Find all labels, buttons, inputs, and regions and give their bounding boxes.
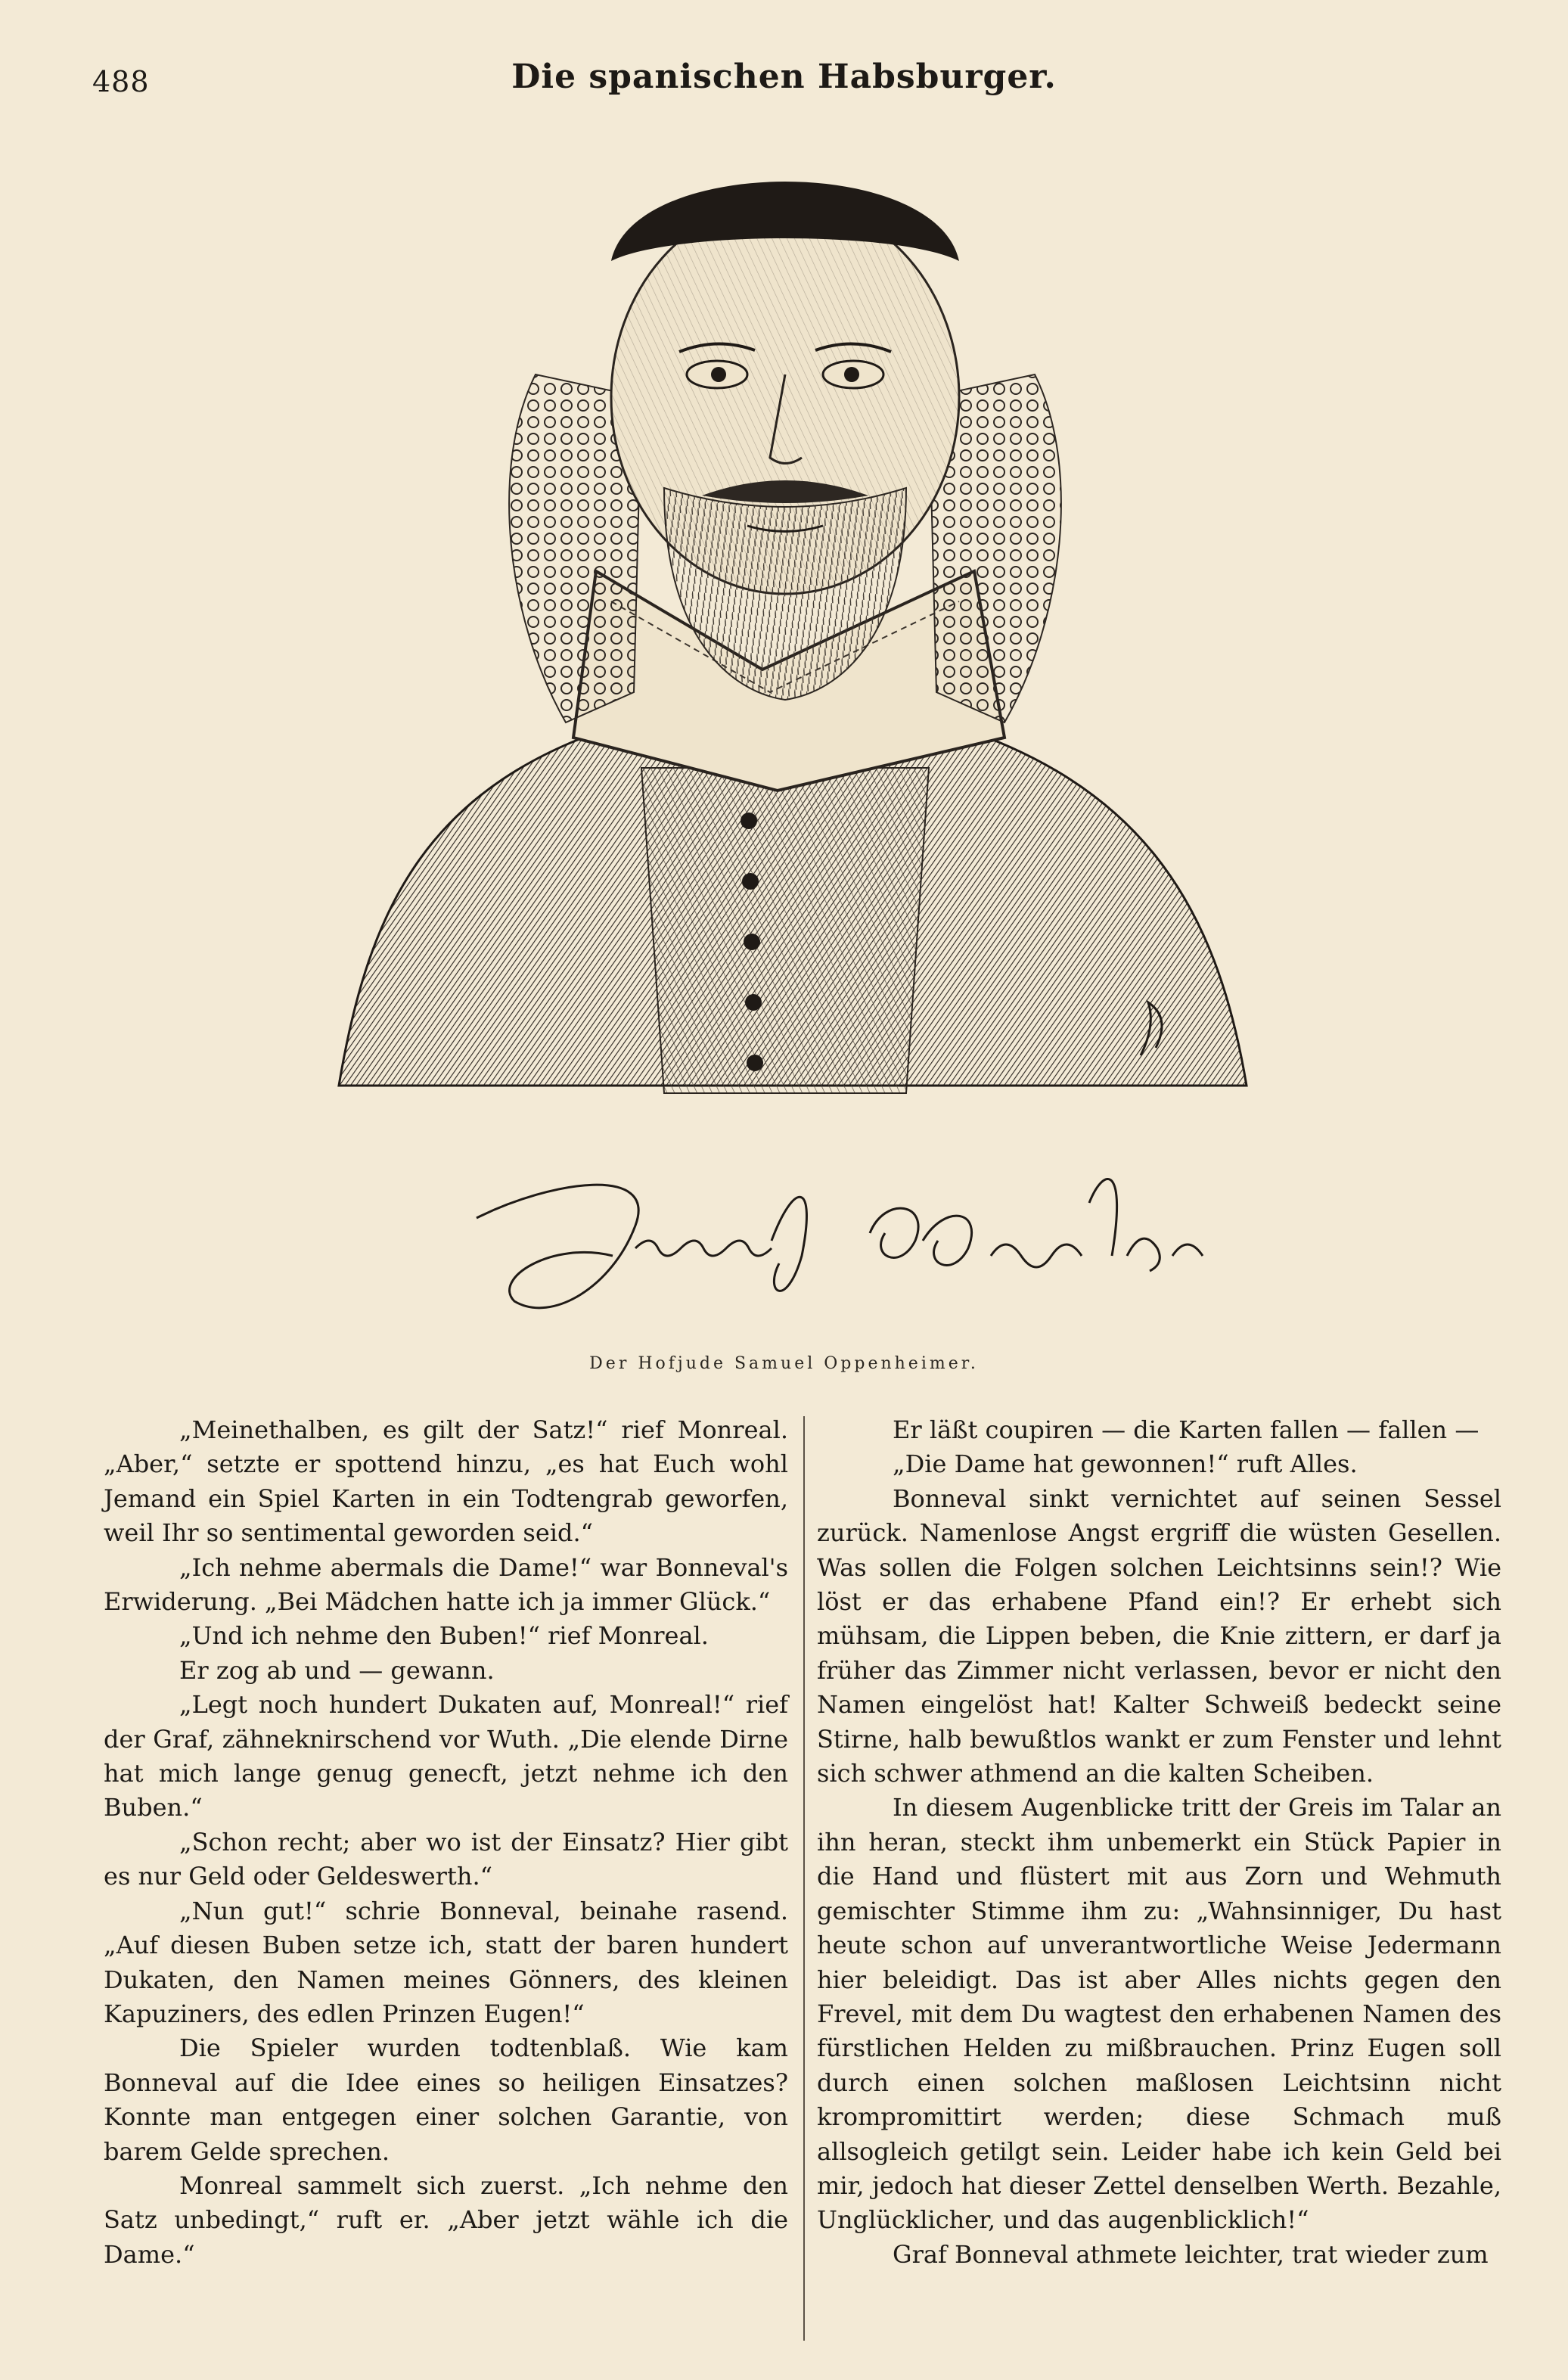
- paragraph: Monreal sammelt sich zuerst. „Ich nehme den Satz unbedingt,“ ruft er. „Aber jetzt wähle ich die Dame.“: [104, 2170, 788, 2269]
- right-column: [817, 1413, 1501, 2272]
- running-head: Die spanischen Habsburger.: [511, 57, 1057, 96]
- paragraph: Graf Bonneval athmete leichter, trat wieder zum: [893, 2239, 1489, 2269]
- page-number: 488: [92, 65, 150, 98]
- paragraph: „Schon recht; aber wo ist der Einsatz? Hier gibt es nur Geld oder Geldeswerth.“: [104, 1827, 788, 1891]
- paragraph: In diesem Augenblicke tritt der Greis im Talar an ihn heran, steckt ihm unbemerkt ein Stück Papier in die Hand und flüstert mit aus Zorn und Wehmuth gemischter Stimme ihm zu: „Wahnsinniger, Du hast heute schon auf unverantwortliche Weise Jedermann hier beleidigt. Das ist aber Alles nichts gegen den Frevel, mit dem Du wagtest den erhabenen Namen des fürstlichen Helden zu mißbrauchen. Prinz Eugen soll durch einen solchen maßlosen Leichtsinn nicht krompromittirt werden; diese Schmach muß allsogleich getilgt sein. Leider habe ich kein Geld bei mir, jedoch hat dieser Zettel denselben Werth. Bezahle, Unglücklicher, und das augenblicklich!“: [817, 1793, 1501, 2235]
- engraved-portrait-icon: [309, 148, 1262, 1108]
- paragraph: „Meinethalben, es gilt der Satz!“ rief Monreal. „Aber,“ setzte er spottend hinzu, „es hat Euch wohl Jemand ein Spiel Karten in ein Todtengrab geworfen, weil Ihr so sentimental geworden seid.“: [104, 1415, 788, 1548]
- paragraph: „Und ich nehme den Buben!“ rief Monreal.: [179, 1621, 709, 1651]
- figure-caption: Der Hofjude Samuel Oppenheimer.: [589, 1354, 979, 1373]
- paragraph: „Die Dame hat gewonnen!“ ruft Alles.: [893, 1449, 1358, 1479]
- left-column: [104, 1413, 788, 2272]
- paragraph: „Ich nehme abermals die Dame!“ war Bonneval's Erwiderung. „Bei Mädchen hatte ich ja immer Glück.“: [104, 1552, 788, 1617]
- paragraph: Bonneval sinkt vernichtet auf seinen Sessel zurück. Namenlose Angst ergriff die wüsten Gesellen. Was sollen die Folgen solchen Leichtsinns sein!? Wie löst er das erhabene Pfand ein!? Er erhebt sich mühsam, die Lippen beben, die Knie zittern, er darf ja früher das Zimmer nicht verlassen, bevor er nicht den Namen eingelöst hat! Kalter Schweiß bedeckt seine Stirne, halb bewußtlos wankt er zum Fenster und lehnt sich schwer athmend an die kalten Scheiben.: [817, 1484, 1501, 1788]
- paragraph: „Legt noch hundert Dukaten auf, Monreal!“ rief der Graf, zähneknirschend vor Wuth. „Die elende Dirne hat mich lange genug genecft, jetzt nehme ich den Buben.“: [104, 1690, 788, 1822]
- portrait-figure: [309, 148, 1262, 1108]
- paragraph: „Nun gut!“ schrie Bonneval, beinahe rasend. „Auf diesen Buben setze ich, statt der baren hundert Dukaten, den Namen meines Gönners, des kleinen Kapuziners, des edlen Prinzen Eugen!“: [104, 1896, 788, 2028]
- paragraph: Er läßt coupiren — die Karten fallen — fallen —: [893, 1415, 1480, 1444]
- handwritten-signature-icon: [461, 1135, 1263, 1362]
- signature-figure: [461, 1135, 1263, 1362]
- column-divider: [803, 1416, 805, 2341]
- paragraph: Er zog ab und — gewann.: [179, 1655, 495, 1685]
- paragraph: Die Spieler wurden todtenblaß. Wie kam Bonneval auf die Idee eines so heiligen Einsatzes? Konnte man entgegen einer solchen Garantie, von barem Gelde sprechen.: [104, 2034, 788, 2166]
